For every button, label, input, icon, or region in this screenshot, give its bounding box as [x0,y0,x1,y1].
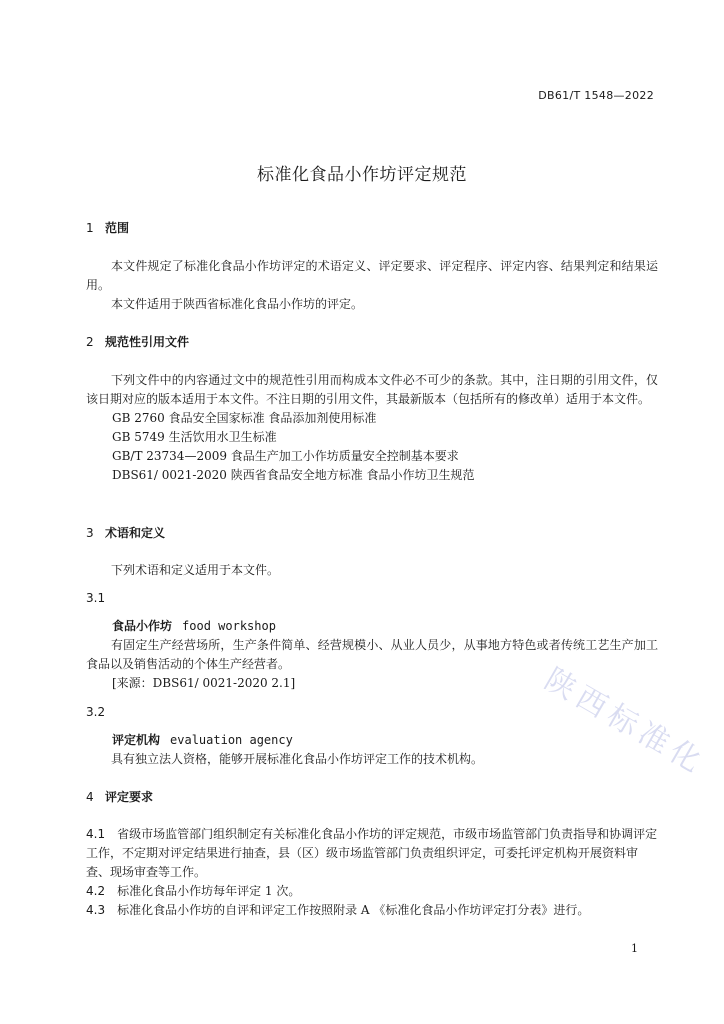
section-4-heading [86,788,658,807]
section-title: 范围 [105,221,130,235]
paragraph: 下列术语和定义适用于本文件。 [111,563,280,577]
section-3 [86,524,658,543]
reference-item: GB 2760 食品安全国家标准 食品添加剂使用标准 [112,411,377,425]
clause-number: 3.1 [86,591,106,605]
section-4 [86,788,658,807]
section-number: 1 [86,221,94,235]
section-2-body [86,371,658,485]
section-number: 2 [86,335,94,349]
section-number: 3 [86,526,94,540]
reference-item: GB 5749 生活饮用水卫生标准 [112,430,277,444]
subclause-4-3 [86,901,658,920]
term-definition: 有固定生产经营场所，生产条件简单、经营规模小、从业人员少，从事地方特色或者传统工艺生产加工食品以及销售活动的个体生产经营者。 [86,638,658,671]
watermark: 陕西标准化 [538,661,712,783]
section-1-heading [86,219,658,238]
standard-code: DB61/T 1548—2022 [538,89,654,102]
subclause-text: 标准化食品小作坊的自评和评定工作按照附录 A 《标准化食品小作坊评定打分表》进行。 [117,903,590,917]
subclause-number: 4.1 [86,827,106,841]
term-english: evaluation agency [170,733,293,747]
term-source: [来源：DBS61/ 0021-2020 2.1] [112,676,296,690]
subclause-text: 省级市场监管部门组织制定有关标准化食品小作坊的评定规范，市级市场监管部门负责指导和协调评定工作，不定期对评定结果进行抽查，县（区）级市场监管部门负责组织评定，可委托评定机构开展资料审查、现场审查等工作。 [86,827,658,879]
subclause-4-1 [86,825,658,882]
section-1 [86,219,658,238]
term-definition: 具有独立法人资格，能够开展标准化食品小作坊评定工作的技术机构。 [111,752,484,766]
term-3-2-body [86,731,658,769]
subclause-number: 4.3 [86,903,106,917]
reference-item: GB/T 23734—2009 食品生产加工小作坊质量安全控制基本要求 [112,449,459,463]
section-title: 规范性引用文件 [105,335,190,349]
section-title: 评定要求 [105,790,154,804]
subclause-text: 标准化食品小作坊每年评定 1 次。 [117,884,301,898]
section-2-heading [86,333,658,352]
document-title: 标准化食品小作坊评定规范 [257,165,467,185]
paragraph: 本文件适用于陕西省标准化食品小作坊的评定。 [111,297,364,311]
term-name [86,731,658,750]
term-name [86,617,658,636]
paragraph: 下列文件中的内容通过文中的规范性引用而构成本文件必不可少的条款。其中，注日期的引用文件，仅该日期对应的版本适用于本文件。不注日期的引用文件，其最新版本（包括所有的修改单）适用于本文件。 [86,373,658,406]
section-title: 术语和定义 [105,526,166,540]
section-4-body [86,825,658,920]
subclause-number: 4.2 [86,884,106,898]
section-3-body [86,561,658,580]
paragraph: 本文件规定了标准化食品小作坊评定的术语定义、评定要求、评定程序、评定内容、结果判定和结果运用。 [86,259,658,292]
term-english: food workshop [182,619,276,633]
section-number: 4 [86,790,94,804]
clause-number: 3.2 [86,705,106,719]
section-3-heading [86,524,658,543]
term-3-1 [86,589,658,608]
page-number: 1 [631,942,638,955]
subclause-4-2 [86,882,658,901]
section-2 [86,333,658,352]
term-chinese: 食品小作坊 [112,619,173,633]
term-chinese: 评定机构 [112,733,161,747]
section-1-body [86,257,658,314]
reference-item: DBS61/ 0021-2020 陕西省食品安全地方标准 食品小作坊卫生规范 [112,468,475,482]
